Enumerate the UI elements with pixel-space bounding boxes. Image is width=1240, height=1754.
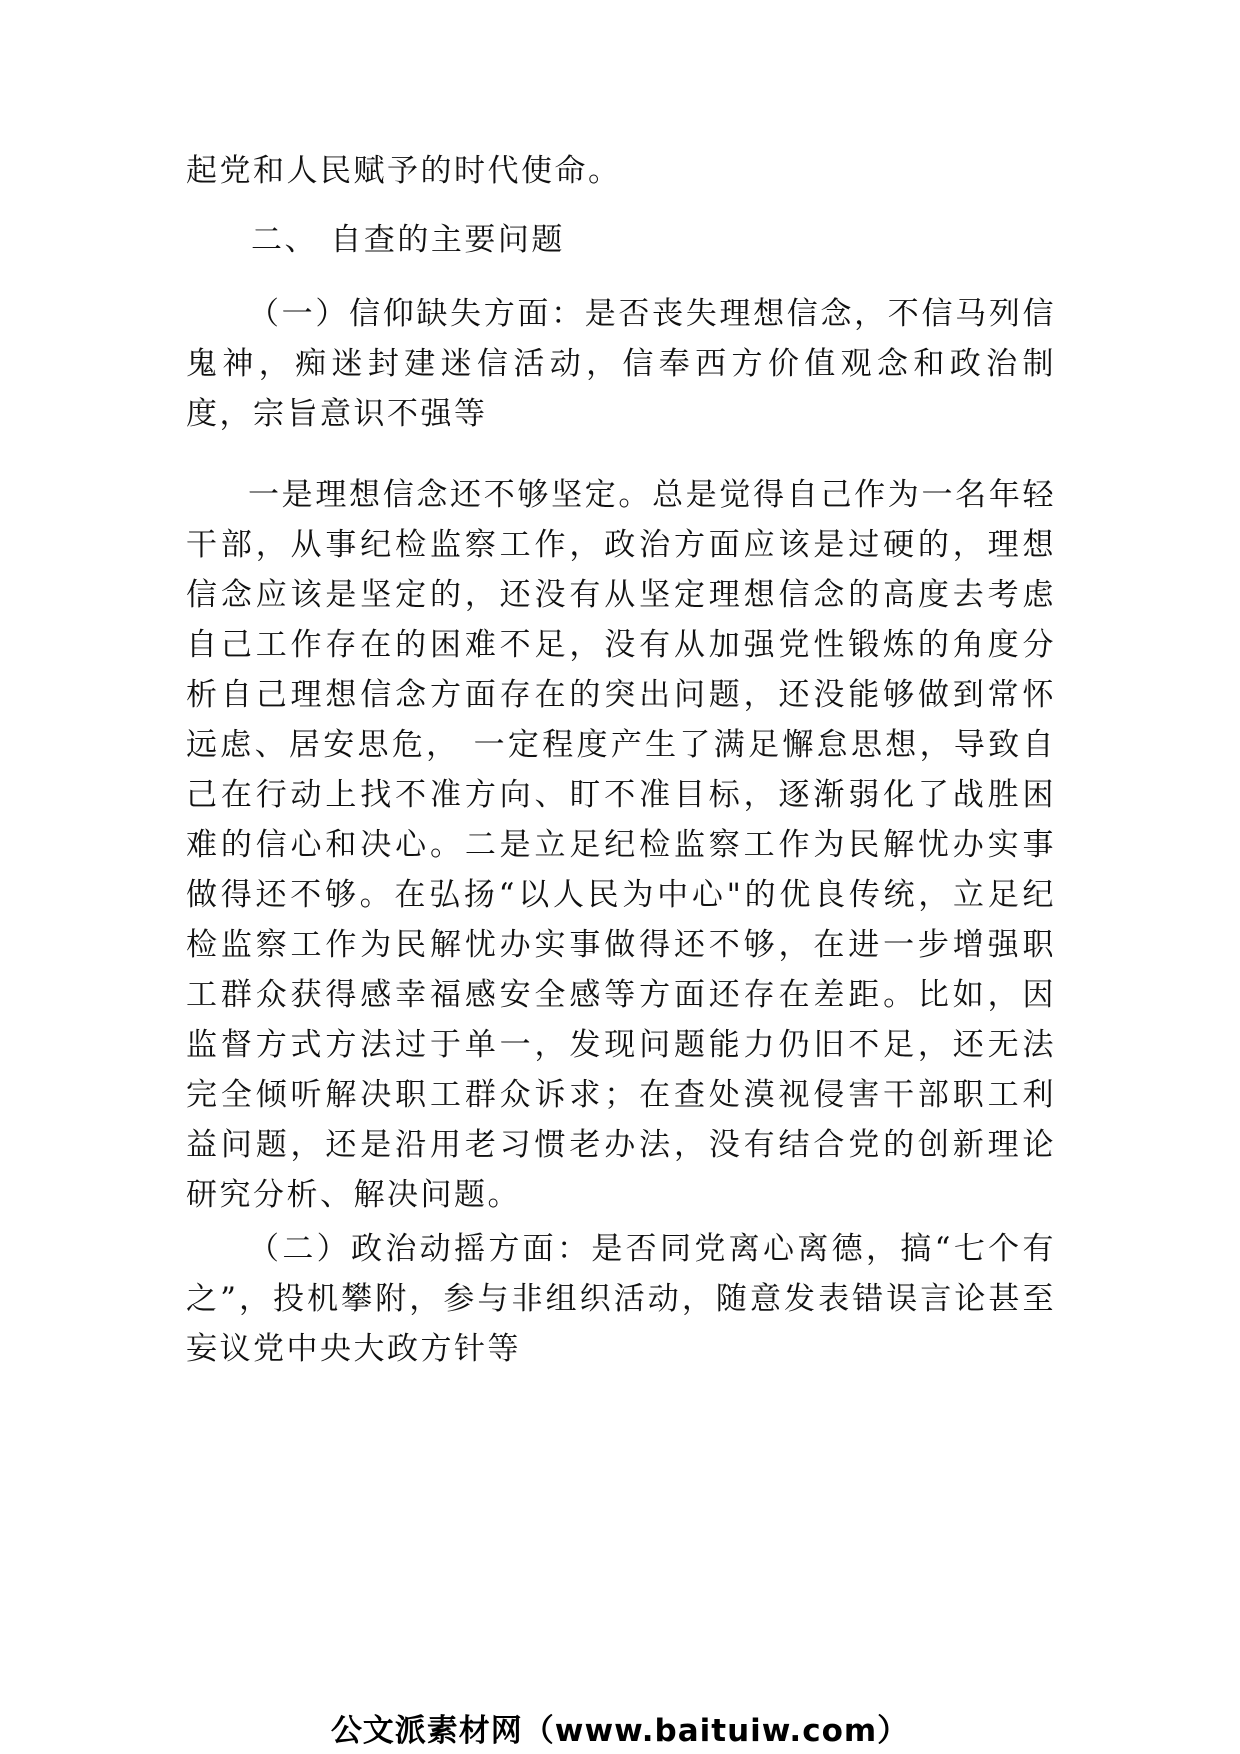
paragraph-continuation: 起党和人民赋予的时代使命。 bbox=[186, 153, 622, 189]
section-heading: 二、 自查的主要问题 bbox=[251, 222, 565, 258]
subsection-heading-2: （二）政治动摇方面：是否同党离心离德，搞“七个有之”，投机攀附，参与非组织活动，随意发表错误言论甚至妄议党中央大政方针等 bbox=[186, 1231, 1056, 1367]
body-paragraph: 一是理想信念还不够坚定。总是觉得自己作为一名年轻干部，从事纪检监察工作，政治方面应该是过硬的，理想信念应该是坚定的，还没有从坚定理想信念的高度去考虑自己工作存在的困难不足，没有从加强党性锻炼的角度分析自己理想信念方面存在的突出问题，还没能够做到常怀远虑、居安思危， 一定程度产生了满足懈怠思想，导致自己在行动上找不准方向、盯不准目标，逐渐弱化了战胜困难的信心和决心。二是立足纪检监察工作为民解忧办实事做得还不够。在弘扬“以人民为中心"的优良传统，立足纪检监察工作为民解忧办实事做得还不够，在进一步增强职工群众获得感幸福感安全感等方面还存在差距。比如，因监督方式方法过于单一，发现问题能力仍旧不足，还无法完全倾听解决职工群众诉求；在查处漠视侵害干部职工利益问题，还是沿用老习惯老办法，没有结合党的创新理论研究分析、解决问题。 bbox=[186, 477, 1056, 1213]
footer-watermark: 公文派素材网（www.baituiw.com） bbox=[330, 1713, 910, 1749]
subsection-heading-1: （一）信仰缺失方面：是否丧失理想信念，不信马列信鬼神，痴迷封建迷信活动，信奉西方价值观念和政治制度，宗旨意识不强等 bbox=[186, 296, 1056, 432]
